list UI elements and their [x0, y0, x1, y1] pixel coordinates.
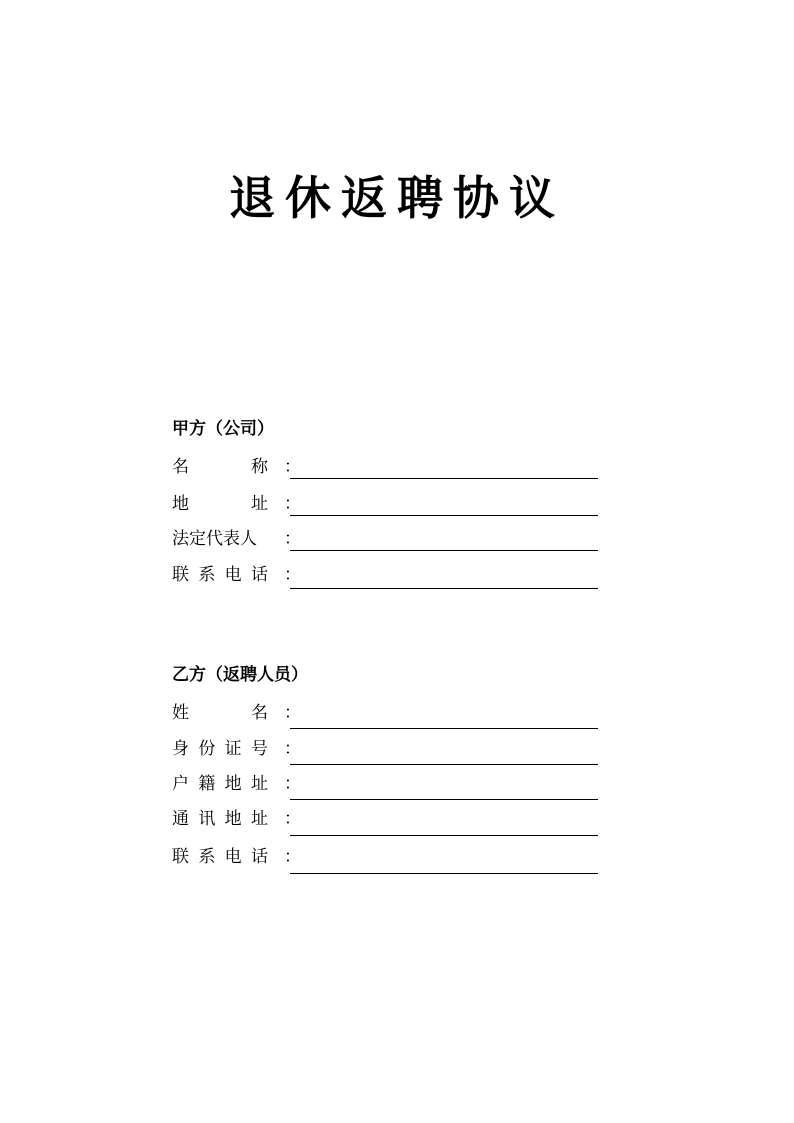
label-char: 系: [198, 847, 216, 867]
party-b-phone-field[interactable]: [290, 873, 598, 874]
label-char: 证: [224, 739, 242, 759]
party-a-address-label: [172, 492, 268, 516]
party-b-id-field[interactable]: [290, 764, 598, 765]
label-char: 姓: [172, 703, 189, 723]
label-char: 系: [198, 565, 216, 585]
label-char: 讯: [198, 809, 216, 829]
party-b-name-field[interactable]: [290, 728, 598, 729]
label-char: 址: [251, 494, 268, 514]
party-a-phone-field[interactable]: [290, 588, 598, 589]
label-char: 地: [224, 809, 242, 829]
document-title: 退休返聘协议: [229, 171, 565, 225]
label-char: 联: [172, 847, 189, 867]
colon: ：: [284, 774, 301, 794]
label-char: 址: [250, 774, 268, 794]
party-b-household-field[interactable]: [290, 799, 598, 800]
party-b-name-label: [172, 701, 268, 725]
label-char: 址: [250, 809, 268, 829]
colon: ：: [284, 529, 301, 549]
party-a-legal-rep-label: [172, 527, 268, 551]
label-text: 法定代表人: [172, 529, 257, 549]
colon: ：: [284, 565, 301, 585]
party-a-phone-label: [172, 563, 268, 587]
colon: ：: [284, 457, 301, 477]
party-a-name-label: [172, 455, 268, 479]
label-char: 话: [250, 847, 268, 867]
label-char: 身: [172, 739, 189, 759]
label-char: 户: [172, 774, 189, 794]
colon: ：: [284, 703, 301, 723]
party-b-household-label: [172, 772, 268, 796]
party-b-mailing-field[interactable]: [290, 835, 598, 836]
label-char: 联: [172, 565, 189, 585]
label-char: 名: [172, 457, 189, 477]
label-char: 份: [198, 739, 216, 759]
colon: ：: [284, 847, 301, 867]
label-char: 号: [250, 739, 268, 759]
party-b-mailing-label: [172, 807, 268, 831]
colon: ：: [284, 494, 301, 514]
label-char: 话: [250, 565, 268, 585]
party-a-address-field[interactable]: [290, 515, 598, 516]
colon: ：: [284, 809, 301, 829]
party-a-heading: 甲方（公司）: [172, 419, 274, 439]
label-char: 电: [224, 565, 242, 585]
party-b-id-label: [172, 737, 268, 761]
party-b-phone-label: [172, 845, 268, 869]
label-char: 籍: [198, 774, 216, 794]
party-b-heading: 乙方（返聘人员）: [172, 665, 308, 685]
label-char: 名: [251, 703, 268, 723]
label-char: 电: [224, 847, 242, 867]
label-char: 通: [172, 809, 189, 829]
label-char: 地: [172, 494, 189, 514]
party-a-name-field[interactable]: [290, 478, 598, 479]
label-char: 称: [251, 457, 268, 477]
party-a-legal-rep-field[interactable]: [290, 550, 598, 551]
label-char: 地: [224, 774, 242, 794]
colon: ：: [284, 739, 301, 759]
